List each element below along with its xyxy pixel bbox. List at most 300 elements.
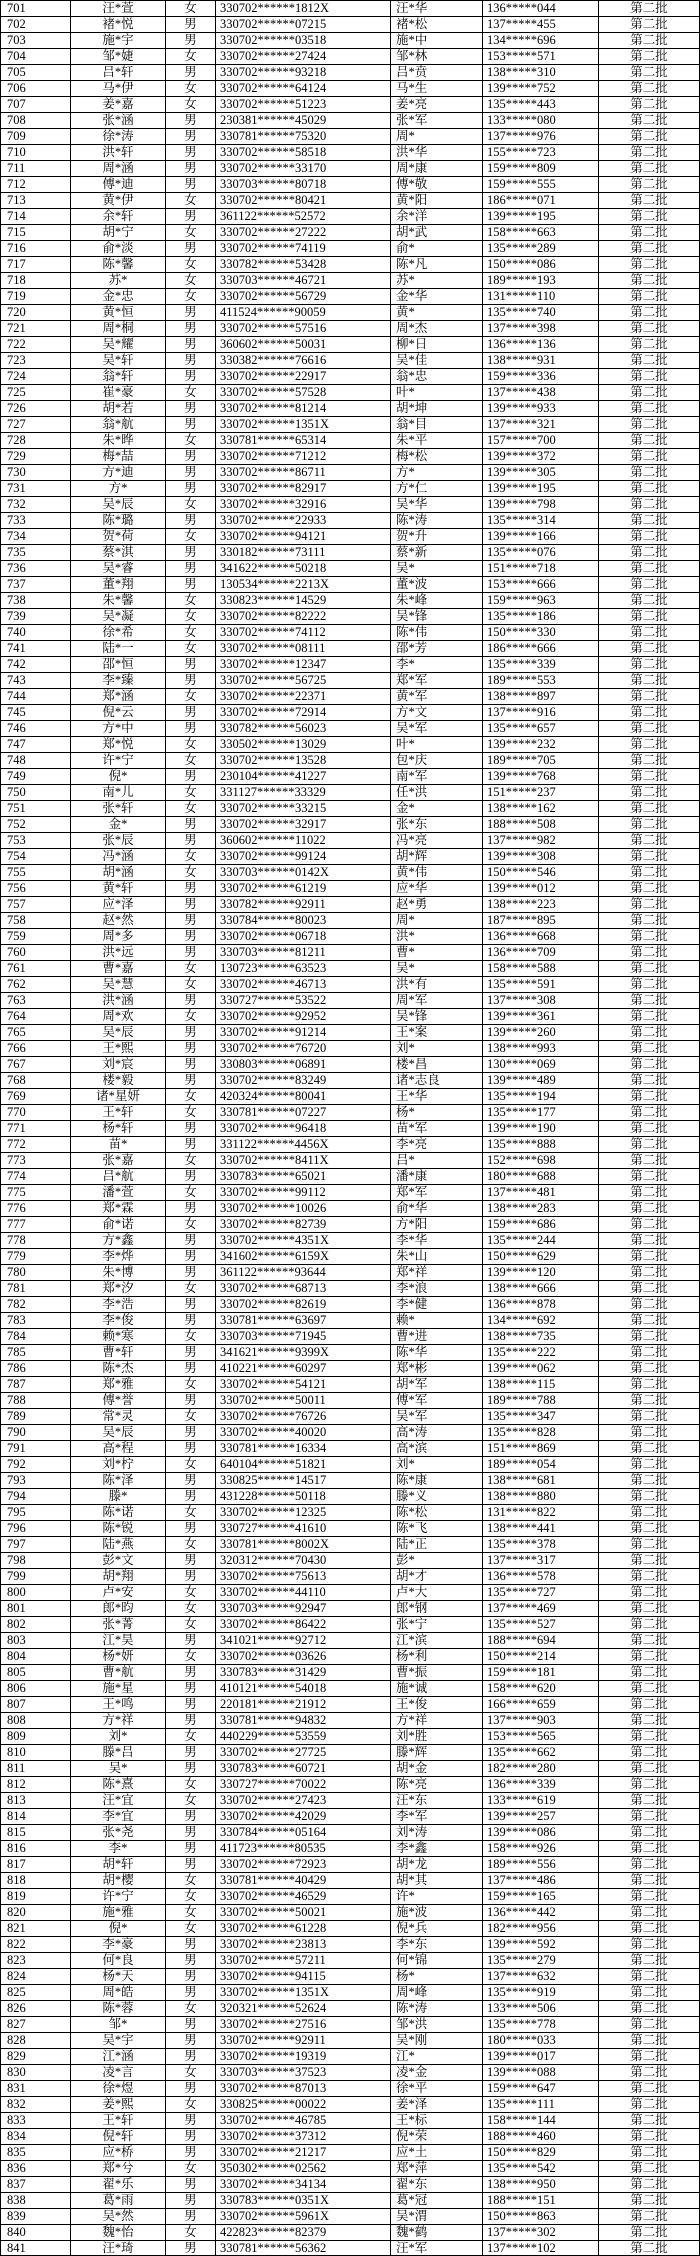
cell-student-name: 陈*杰 [71,1361,166,1376]
cell-gender: 男 [166,177,216,192]
cell-guardian-name: 郑*军 [391,673,483,688]
cell-guardian-name: 洪* [391,929,483,944]
cell-student-name: 朱*晔 [71,433,166,448]
cell-seq: 799 [1,1569,71,1584]
table-row [0,2097,700,2113]
cell-id-number: 330702******71212 [216,449,391,464]
cell-student-name: 崔*豪 [71,385,166,400]
cell-gender: 男 [166,1169,216,1184]
cell-phone: 159*****809 [483,161,599,176]
cell-seq: 820 [1,1905,71,1920]
cell-phone: 136*****339 [483,1777,599,1792]
cell-seq: 800 [1,1585,71,1600]
cell-id-number: 330702******22933 [216,513,391,528]
cell-id-number: 330781******65314 [216,433,391,448]
cell-student-name: 吴*慧 [71,977,166,992]
cell-seq: 840 [1,2225,71,2240]
cell-gender: 男 [166,2145,216,2160]
cell-guardian-name: 朱*平 [391,433,483,448]
cell-phone: 150*****829 [483,2145,599,2160]
table-row [0,1873,700,1889]
cell-guardian-name: 吴*渭 [391,2209,483,2224]
cell-guardian-name: 傅*敬 [391,177,483,192]
cell-gender: 男 [166,1761,216,1776]
cell-guardian-name: 黄*伟 [391,865,483,880]
cell-guardian-name: 周*杰 [391,321,483,336]
cell-seq: 774 [1,1169,71,1184]
cell-gender: 女 [166,1793,216,1808]
cell-seq: 710 [1,145,71,160]
cell-id-number: 341622******50218 [216,561,391,576]
cell-id-number: 330702******76720 [216,1041,391,1056]
table-row [0,1825,700,1841]
cell-batch: 第二批 [599,1105,700,1120]
cell-seq: 834 [1,2129,71,2144]
cell-guardian-name: 杨*利 [391,1649,483,1664]
cell-id-number: 330702******86711 [216,465,391,480]
cell-gender: 男 [166,817,216,832]
cell-gender: 女 [166,1649,216,1664]
table-row [0,1377,700,1393]
cell-seq: 743 [1,673,71,688]
table-row [0,369,700,385]
cell-batch: 第二批 [599,65,700,80]
cell-batch: 第二批 [599,1089,700,1104]
table-row [0,1057,700,1073]
cell-phone: 137*****469 [483,1601,599,1616]
cell-id-number: 341602******6159X [216,1249,391,1264]
cell-phone: 153*****571 [483,49,599,64]
cell-id-number: 330703******37523 [216,2065,391,2080]
cell-seq: 723 [1,353,71,368]
cell-phone: 135*****314 [483,513,599,528]
table-row [0,593,700,609]
cell-id-number: 330702******32916 [216,497,391,512]
cell-batch: 第二批 [599,257,700,272]
cell-id-number: 330781******94832 [216,1713,391,1728]
cell-phone: 133*****506 [483,2001,599,2016]
cell-student-name: 李*宜 [71,1809,166,1824]
cell-student-name: 倪*云 [71,705,166,720]
cell-gender: 男 [166,513,216,528]
cell-gender: 男 [166,1249,216,1264]
cell-seq: 793 [1,1473,71,1488]
cell-student-name: 陈*蓉 [71,2001,166,2016]
cell-seq: 780 [1,1265,71,1280]
cell-seq: 742 [1,657,71,672]
cell-guardian-name: 郎*钢 [391,1601,483,1616]
cell-id-number: 330702******54121 [216,1377,391,1392]
cell-gender: 男 [166,161,216,176]
cell-phone: 188*****460 [483,2129,599,2144]
cell-phone: 182*****956 [483,1921,599,1936]
table-row [0,609,700,625]
cell-gender: 男 [166,1057,216,1072]
table-row [0,225,700,241]
cell-batch: 第二批 [599,1473,700,1488]
cell-gender: 男 [166,1265,216,1280]
cell-phone: 135*****591 [483,977,599,992]
cell-batch: 第二批 [599,1857,700,1872]
cell-phone: 152*****698 [483,1153,599,1168]
cell-student-name: 方*迪 [71,465,166,480]
table-row [0,1521,700,1537]
cell-phone: 150*****863 [483,2209,599,2224]
cell-phone: 139*****012 [483,881,599,896]
cell-id-number: 331127******33329 [216,785,391,800]
cell-id-number: 330702******61228 [216,1921,391,1936]
cell-batch: 第二批 [599,417,700,432]
table-row [0,2209,700,2225]
cell-phone: 135*****347 [483,1409,599,1424]
cell-gender: 男 [166,1489,216,1504]
cell-batch: 第二批 [599,513,700,528]
cell-gender: 女 [166,1089,216,1104]
cell-seq: 784 [1,1329,71,1344]
table-row [0,1185,700,1201]
cell-guardian-name: 胡*坤 [391,401,483,416]
cell-id-number: 330702******75613 [216,1569,391,1584]
cell-id-number: 330703******0142X [216,865,391,880]
cell-seq: 831 [1,2081,71,2096]
cell-gender: 女 [166,753,216,768]
cell-id-number: 330702******82917 [216,481,391,496]
cell-id-number: 230381******45029 [216,113,391,128]
cell-guardian-name: 蔡*新 [391,545,483,560]
cell-phone: 138*****880 [483,1489,599,1504]
cell-guardian-name: 曹*振 [391,1665,483,1680]
cell-seq: 828 [1,2033,71,2048]
cell-batch: 第二批 [599,1985,700,2000]
cell-guardian-name: 陈*亮 [391,1777,483,1792]
cell-guardian-name: 胡*军 [391,1377,483,1392]
cell-guardian-name: 金* [391,801,483,816]
cell-id-number: 130534******2213X [216,577,391,592]
cell-gender: 女 [166,1905,216,1920]
cell-id-number: 330702******32917 [216,817,391,832]
cell-seq: 826 [1,2001,71,2016]
cell-batch: 第二批 [599,897,700,912]
cell-id-number: 330702******91214 [216,1025,391,1040]
cell-student-name: 吕*航 [71,1169,166,1184]
cell-guardian-name: 傅*军 [391,1393,483,1408]
cell-phone: 186*****666 [483,641,599,656]
cell-phone: 136*****709 [483,945,599,960]
cell-student-name: 常*灵 [71,1409,166,1424]
cell-seq: 814 [1,1809,71,1824]
cell-id-number: 411723******80535 [216,1841,391,1856]
table-row [0,417,700,433]
cell-seq: 762 [1,977,71,992]
table-row [0,2177,700,2193]
cell-id-number: 330703******81211 [216,945,391,960]
cell-seq: 709 [1,129,71,144]
table-row [0,1777,700,1793]
cell-id-number: 330784******80023 [216,913,391,928]
table-row [0,1249,700,1265]
table-row [0,705,700,721]
cell-batch: 第二批 [599,2001,700,2016]
cell-batch: 第二批 [599,2161,700,2176]
table-row [0,1697,700,1713]
cell-seq: 807 [1,1697,71,1712]
table-row [0,1105,700,1121]
cell-gender: 女 [166,1601,216,1616]
cell-gender: 男 [166,113,216,128]
cell-seq: 730 [1,465,71,480]
cell-guardian-name: 马*生 [391,81,483,96]
cell-batch: 第二批 [599,2113,700,2128]
cell-student-name: 杨*天 [71,1969,166,1984]
table-row [0,1505,700,1521]
table-row [0,289,700,305]
cell-gender: 女 [166,193,216,208]
cell-guardian-name: 李*华 [391,1233,483,1248]
cell-guardian-name: 柳*日 [391,337,483,352]
cell-seq: 832 [1,2097,71,2112]
cell-gender: 男 [166,449,216,464]
table-row [0,577,700,593]
cell-guardian-name: 姜*亮 [391,97,483,112]
cell-guardian-name: 江*滨 [391,1633,483,1648]
cell-seq: 798 [1,1553,71,1568]
cell-seq: 796 [1,1521,71,1536]
cell-batch: 第二批 [599,465,700,480]
cell-student-name: 吴*辰 [71,497,166,512]
cell-seq: 769 [1,1089,71,1104]
cell-gender: 男 [166,1073,216,1088]
cell-guardian-name: 南*军 [391,769,483,784]
cell-guardian-name: 汪*军 [391,2241,483,2255]
table-row [0,401,700,417]
cell-gender: 女 [166,433,216,448]
cell-student-name: 倪* [71,769,166,784]
cell-seq: 811 [1,1761,71,1776]
cell-id-number: 330702******27222 [216,225,391,240]
table-row [0,1089,700,1105]
cell-phone: 135*****076 [483,545,599,560]
cell-student-name: 吴*耀 [71,337,166,352]
cell-id-number: 330702******1351X [216,1985,391,2000]
cell-guardian-name: 李*鑫 [391,1841,483,1856]
cell-phone: 158*****144 [483,2113,599,2128]
cell-id-number: 330702******1812X [216,1,391,16]
cell-guardian-name: 汪*华 [391,1,483,16]
cell-gender: 女 [166,1185,216,1200]
cell-id-number: 330702******93218 [216,65,391,80]
cell-gender: 女 [166,225,216,240]
cell-guardian-name: 翁*忠 [391,369,483,384]
cell-batch: 第二批 [599,1745,700,1760]
cell-seq: 708 [1,113,71,128]
cell-seq: 740 [1,625,71,640]
cell-student-name: 应*桥 [71,2145,166,2160]
cell-batch: 第二批 [599,1761,700,1776]
cell-batch: 第二批 [599,2097,700,2112]
cell-id-number: 410121******54018 [216,1681,391,1696]
cell-batch: 第二批 [599,1393,700,1408]
cell-phone: 139*****752 [483,81,599,96]
cell-phone: 138*****162 [483,801,599,816]
cell-seq: 823 [1,1953,71,1968]
cell-guardian-name: 俞* [391,241,483,256]
table-row [0,1649,700,1665]
table-row [0,1761,700,1777]
cell-guardian-name: 王*华 [391,1089,483,1104]
cell-gender: 女 [166,1281,216,1296]
table-row [0,129,700,145]
cell-student-name: 苏* [71,273,166,288]
cell-seq: 789 [1,1409,71,1424]
cell-id-number: 330702******80421 [216,193,391,208]
cell-id-number: 330702******33215 [216,801,391,816]
cell-student-name: 金* [71,817,166,832]
cell-seq: 771 [1,1121,71,1136]
cell-batch: 第二批 [599,1777,700,1792]
cell-batch: 第二批 [599,497,700,512]
cell-seq: 744 [1,689,71,704]
cell-guardian-name: 潘*康 [391,1169,483,1184]
table-row [0,1441,700,1457]
cell-batch: 第二批 [599,1265,700,1280]
cell-phone: 136*****136 [483,337,599,352]
cell-guardian-name: 应*土 [391,2145,483,2160]
table-row [0,321,700,337]
table-row [0,2241,700,2256]
cell-batch: 第二批 [599,1633,700,1648]
cell-phone: 139*****305 [483,465,599,480]
table-row [0,49,700,65]
cell-batch: 第二批 [599,785,700,800]
cell-guardian-name: 李*亮 [391,1137,483,1152]
cell-phone: 138*****223 [483,897,599,912]
cell-student-name: 董*翔 [71,577,166,592]
cell-seq: 720 [1,305,71,320]
cell-gender: 男 [166,17,216,32]
cell-student-name: 王*熙 [71,1041,166,1056]
cell-guardian-name: 张*军 [391,113,483,128]
table-row [0,17,700,33]
cell-seq: 806 [1,1681,71,1696]
cell-student-name: 吕*轩 [71,65,166,80]
cell-student-name: 倪* [71,1921,166,1936]
table-row [0,1009,700,1025]
cell-guardian-name: 胡*才 [391,1569,483,1584]
cell-seq: 770 [1,1105,71,1120]
cell-batch: 第二批 [599,1713,700,1728]
cell-id-number: 330702******19319 [216,2049,391,2064]
cell-guardian-name: 陈*华 [391,1345,483,1360]
cell-student-name: 俞*淡 [71,241,166,256]
cell-gender: 男 [166,1553,216,1568]
table-row [0,1233,700,1249]
cell-batch: 第二批 [599,1489,700,1504]
cell-id-number: 640104******51821 [216,1457,391,1472]
cell-guardian-name: 吴*锋 [391,1009,483,1024]
cell-gender: 女 [166,1889,216,1904]
cell-guardian-name: 俞*华 [391,1201,483,1216]
cell-gender: 男 [166,1809,216,1824]
cell-id-number: 330702******87013 [216,2081,391,2096]
cell-phone: 139*****232 [483,737,599,752]
table-row [0,817,700,833]
cell-id-number: 330727******53522 [216,993,391,1008]
cell-student-name: 徐*涛 [71,129,166,144]
cell-id-number: 330702******86422 [216,1617,391,1632]
cell-gender: 男 [166,1521,216,1536]
cell-id-number: 330781******56362 [216,2241,391,2255]
cell-seq: 841 [1,2241,71,2255]
cell-id-number: 330825******14517 [216,1473,391,1488]
cell-phone: 139*****308 [483,849,599,864]
cell-seq: 830 [1,2065,71,2080]
cell-batch: 第二批 [599,1681,700,1696]
cell-batch: 第二批 [599,1585,700,1600]
cell-batch: 第二批 [599,2129,700,2144]
table-row [0,1841,700,1857]
cell-id-number: 330702******61219 [216,881,391,896]
cell-phone: 137*****486 [483,1873,599,1888]
cell-seq: 813 [1,1793,71,1808]
cell-guardian-name: 赵*勇 [391,897,483,912]
cell-student-name: 张*辰 [71,833,166,848]
table-row [0,1265,700,1281]
cell-id-number: 330502******13029 [216,737,391,752]
cell-seq: 702 [1,17,71,32]
cell-phone: 151*****869 [483,1441,599,1456]
cell-student-name: 洪*轩 [71,145,166,160]
table-row [0,625,700,641]
cell-batch: 第二批 [599,1953,700,1968]
cell-student-name: 金*忠 [71,289,166,304]
cell-gender: 男 [166,129,216,144]
cell-guardian-name: 施*波 [391,1905,483,1920]
table-row [0,1569,700,1585]
cell-id-number: 330702******99112 [216,1185,391,1200]
cell-seq: 749 [1,769,71,784]
cell-gender: 女 [166,1921,216,1936]
cell-gender: 女 [166,849,216,864]
cell-batch: 第二批 [599,1841,700,1856]
cell-student-name: 魏*怡 [71,2225,166,2240]
table-row [0,673,700,689]
cell-student-name: 张*菁 [71,1617,166,1632]
cell-gender: 女 [166,961,216,976]
cell-batch: 第二批 [599,2033,700,2048]
cell-batch: 第二批 [599,1969,700,1984]
cell-seq: 775 [1,1185,71,1200]
cell-seq: 758 [1,913,71,928]
cell-guardian-name: 张*宁 [391,1617,483,1632]
cell-gender: 女 [166,801,216,816]
table-row [0,433,700,449]
table-row [0,161,700,177]
cell-batch: 第二批 [599,1425,700,1440]
cell-student-name: 王*轩 [71,2113,166,2128]
cell-seq: 751 [1,801,71,816]
cell-guardian-name: 陈*松 [391,1505,483,1520]
cell-student-name: 凌*言 [71,2065,166,2080]
cell-seq: 725 [1,385,71,400]
cell-guardian-name: 吴* [391,961,483,976]
cell-batch: 第二批 [599,1921,700,1936]
cell-student-name: 褚*悦 [71,17,166,32]
cell-id-number: 330782******56023 [216,721,391,736]
cell-gender: 男 [166,33,216,48]
cell-student-name: 李* [71,1841,166,1856]
table-row [0,2081,700,2097]
cell-seq: 728 [1,433,71,448]
